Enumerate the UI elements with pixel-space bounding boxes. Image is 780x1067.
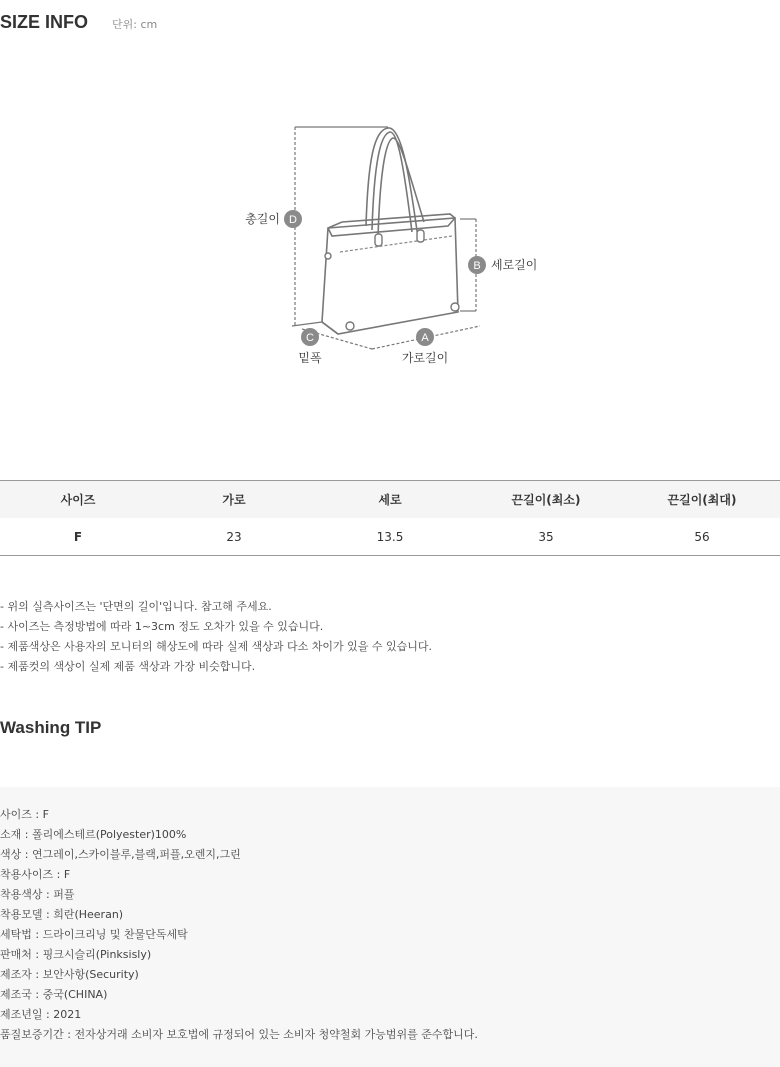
size-table xyxy=(0,480,780,556)
size-notes xyxy=(0,597,432,677)
cell-size: F xyxy=(0,518,156,556)
info-material: 소재 : 폴리에스테르(Polyester)100% xyxy=(0,828,187,841)
height-label: 세로길이 xyxy=(491,258,538,272)
table-row xyxy=(0,518,780,556)
product-info-box xyxy=(0,787,780,1067)
info-country: 제조국 : 중국(CHINA) xyxy=(0,988,108,1001)
washing-tip-title: Washing TIP xyxy=(0,718,102,737)
marker-b xyxy=(468,256,486,274)
note-item: - 제품색상은 사용자의 모니터의 해상도에 따라 실제 색상과 다소 차이가 있을 수 있습니다. xyxy=(0,640,432,653)
header-strap-min: 끈길이(최소) xyxy=(468,481,624,519)
marker-c xyxy=(301,328,319,346)
marker-d-label: D xyxy=(289,214,297,226)
header-height: 세로 xyxy=(312,481,468,519)
note-item: - 위의 실측사이즈는 '단면의 길이'입니다. 참고해 주세요. xyxy=(0,600,272,613)
size-info-title: SIZE INFO xyxy=(0,12,89,32)
info-washing: 세탁법 : 드라이크리닝 및 찬물단독세탁 xyxy=(0,928,188,941)
info-colors: 색상 : 연그레이,스카이블루,블랙,퍼플,오렌지,그린 xyxy=(0,848,241,861)
marker-a-label: A xyxy=(421,332,429,344)
info-seller: 판매처 : 핑크시슬리(Pinksisly) xyxy=(0,948,152,961)
info-year: 제조년일 : 2021 xyxy=(0,1008,82,1021)
cell-height: 13.5 xyxy=(312,518,468,556)
cell-strap-max: 56 xyxy=(624,518,780,556)
marker-d xyxy=(284,210,302,228)
bottom-width-label: 밑폭 xyxy=(298,351,322,365)
note-item: - 제품컷의 색상이 실제 제품 색상과 가장 비슷합니다. xyxy=(0,660,256,673)
stitch-line xyxy=(340,236,452,252)
note-item: - 사이즈는 측정방법에 따라 1~3cm 정도 오차가 있을 수 있습니다. xyxy=(0,620,324,633)
cell-strap-min: 35 xyxy=(468,518,624,556)
header-width: 가로 xyxy=(156,481,312,519)
size-info-header xyxy=(0,12,157,33)
info-size: 사이즈 : F xyxy=(0,808,49,821)
info-warranty: 품질보증기간 : 전자상거래 소비자 보호법에 규정되어 있는 소비자 청약철회 가능범위를 준수합니다. xyxy=(0,1028,478,1041)
size-table-header-row xyxy=(0,481,780,519)
info-worn-size: 착용사이즈 : F xyxy=(0,868,71,881)
header-size: 사이즈 xyxy=(0,481,156,519)
marker-a xyxy=(416,328,434,346)
header-strap-max: 끈길이(최대) xyxy=(624,481,780,519)
info-model: 착용모델 : 희란(Heeran) xyxy=(0,908,124,921)
info-manufacturer: 제조자 : 보안사항(Security) xyxy=(0,968,139,981)
marker-c-label: C xyxy=(306,332,314,344)
bag-size-diagram xyxy=(0,100,780,390)
width-label: 가로길이 xyxy=(401,351,449,365)
marker-b-label: B xyxy=(473,260,481,272)
total-length-label: 총길이 xyxy=(245,212,280,226)
info-worn-color: 착용색상 : 퍼플 xyxy=(0,888,75,901)
unit-label: 단위: cm xyxy=(112,18,158,31)
bag-outline xyxy=(322,128,458,334)
cell-width: 23 xyxy=(156,518,312,556)
